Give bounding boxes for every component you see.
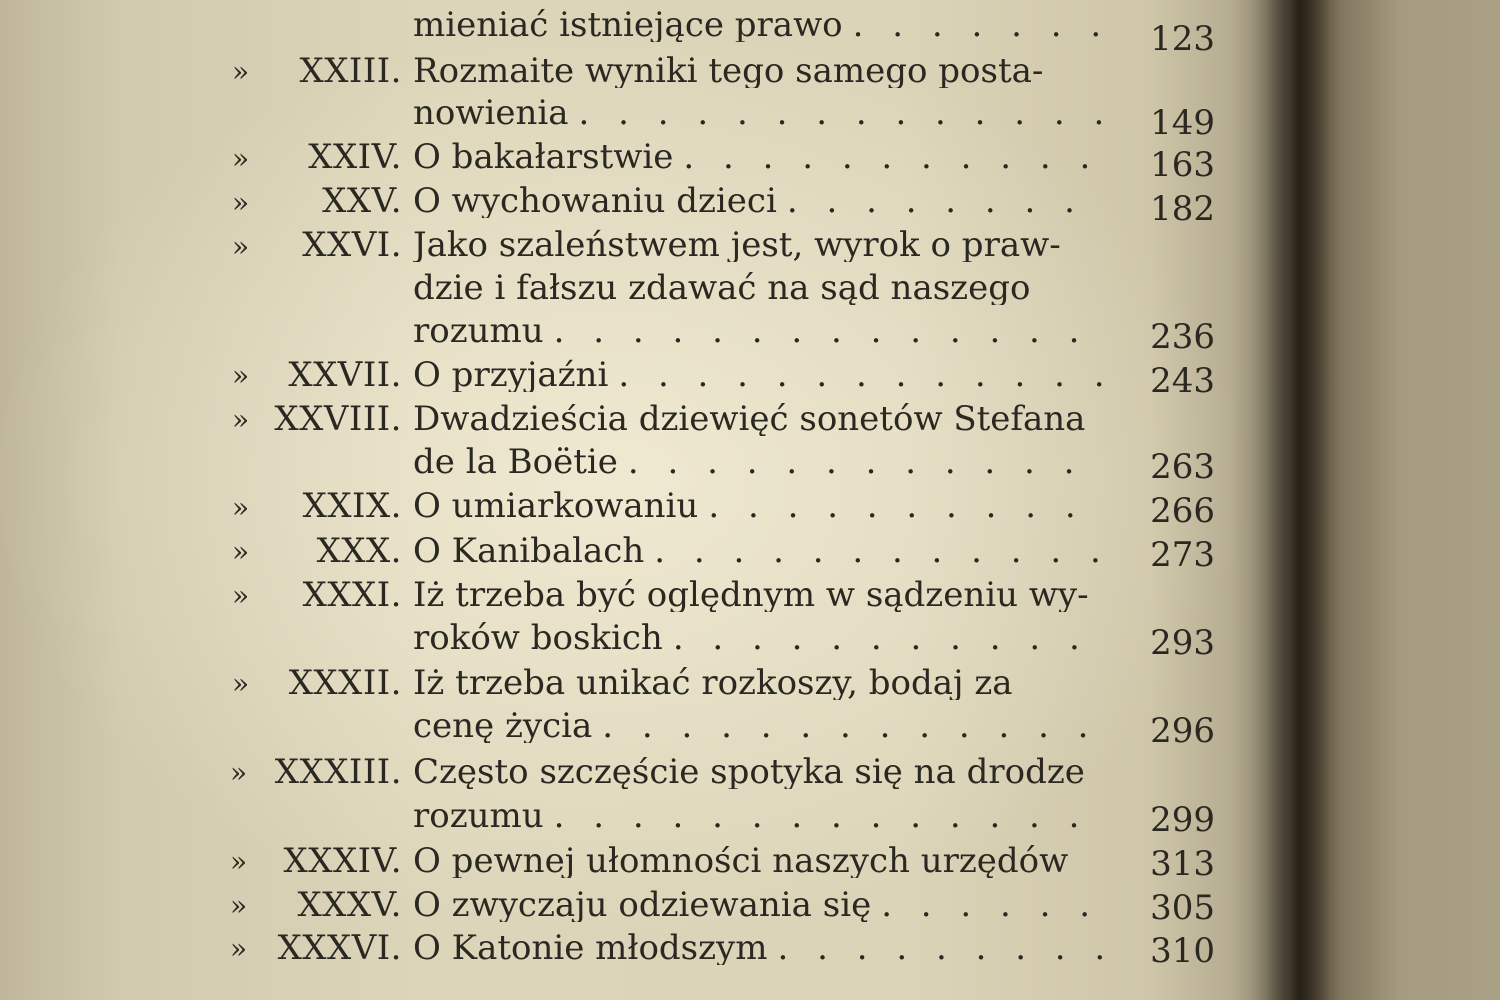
chapter-number: XXXI. [302,575,402,615]
chapter-marker: » [232,142,250,175]
toc-page-number: 243 [1150,361,1215,401]
toc-page-number: 263 [1150,447,1215,487]
toc-entry-title-cont: cenę życia . . . [413,709,1103,743]
toc-entry-title: O zwyczaju odziewania się . . . [413,888,1103,922]
chapter-marker: » [230,932,248,965]
toc-entry-title: Rozmaite wyniki tego samego posta- [413,54,1044,88]
toc-entry-title-cont: dzie i fałszu zdawać na sąd naszego [413,271,1031,305]
chapter-number: XXVIII. [274,399,402,439]
leader-dots [881,888,1103,922]
toc-page-number: 296 [1150,711,1215,751]
toc-entry-title: O bakałarstwie . . . [413,140,1103,174]
toc-entry-title-cont: roków boskich . . . [413,621,1103,655]
toc-entry-title: O przyjaźni . . . [413,358,1103,392]
toc-entry-title: O Kanibalach . . . [413,534,1103,568]
toc-entry-title: O Katonie młodszym . . . [413,931,1103,965]
chapter-marker: » [232,403,250,436]
leader-dots [853,8,1103,42]
toc-page-number: 313 [1150,844,1215,884]
chapter-marker: » [230,845,248,878]
toc-entry-title-cont: rozumu . . . [413,314,1103,348]
toc-page-number: 149 [1150,103,1215,143]
toc-page-number: 163 [1150,145,1215,185]
leader-dots [579,96,1103,130]
toc-entry-title: O umiarkowaniu . . . [413,489,1103,523]
chapter-number: XXIII. [299,51,402,91]
toc-entry-title: O pewnej ułomności naszych urzędów [413,844,1069,878]
leader-dots [673,621,1103,655]
leader-dots [554,799,1103,833]
leader-dots [683,140,1103,174]
toc-entry-title: Dwadzieścia dziewięć sonetów Stefana [413,402,1086,436]
toc-page-number: 273 [1150,535,1215,575]
toc-entry-title-cont: nowienia . . . [413,96,1103,130]
toc-entry-title: mieniać istniejące prawo . . . [413,8,1103,42]
toc-entry-title-cont: de la Boëtie . . . [413,445,1103,479]
chapter-marker: » [232,535,250,568]
leader-dots [654,534,1103,568]
chapter-marker: » [232,230,250,263]
chapter-number: XXIX. [302,486,402,526]
leader-dots [602,709,1103,743]
chapter-number: XXV. [322,181,402,221]
chapter-marker: » [232,579,250,612]
chapter-marker: » [230,756,248,789]
toc-page-number: 299 [1150,800,1215,840]
leader-dots [787,184,1103,218]
chapter-number: XXX. [316,531,402,571]
leader-dots [778,931,1104,965]
chapter-number: XXXVI. [277,928,402,968]
chapter-number: XXXIV. [283,841,402,881]
chapter-number: XXXIII. [274,752,402,792]
toc-page-number: 305 [1150,888,1215,928]
chapter-number: XXVII. [288,355,402,395]
leader-dots [628,445,1103,479]
chapter-number: XXXII. [288,663,402,703]
toc-page-number: 182 [1150,189,1215,229]
toc-entry-title: O wychowaniu dzieci . . . [413,184,1103,218]
chapter-marker: » [232,359,250,392]
toc-page-number: 310 [1150,931,1215,971]
toc-page-number: 293 [1150,623,1215,663]
toc-entry-title-cont: rozumu . . . [413,799,1103,833]
chapter-marker: » [232,186,250,219]
toc-entry-title: Często szczęście spotyka się na drodze [413,755,1085,789]
chapter-number: XXIV. [308,137,402,177]
toc-page-number: 266 [1150,491,1215,531]
chapter-marker: » [232,491,250,524]
toc-entry-title: Iż trzeba unikać rozkoszy, bodaj za [413,666,1013,700]
chapter-number: XXXV. [297,885,402,925]
leader-dots [554,314,1103,348]
leader-dots [618,358,1103,392]
toc-page-number: 236 [1150,317,1215,357]
leader-dots [708,489,1103,523]
toc-entry-title: Jako szaleństwem jest, wyrok o praw- [413,228,1061,262]
chapter-number: XXVI. [302,225,402,265]
toc-page-number: 123 [1150,19,1215,59]
chapter-marker: » [230,889,248,922]
chapter-marker: » [232,55,250,88]
chapter-marker: » [232,667,250,700]
toc-entry-title: Iż trzeba być oględnym w sądzeniu wy- [413,578,1089,612]
